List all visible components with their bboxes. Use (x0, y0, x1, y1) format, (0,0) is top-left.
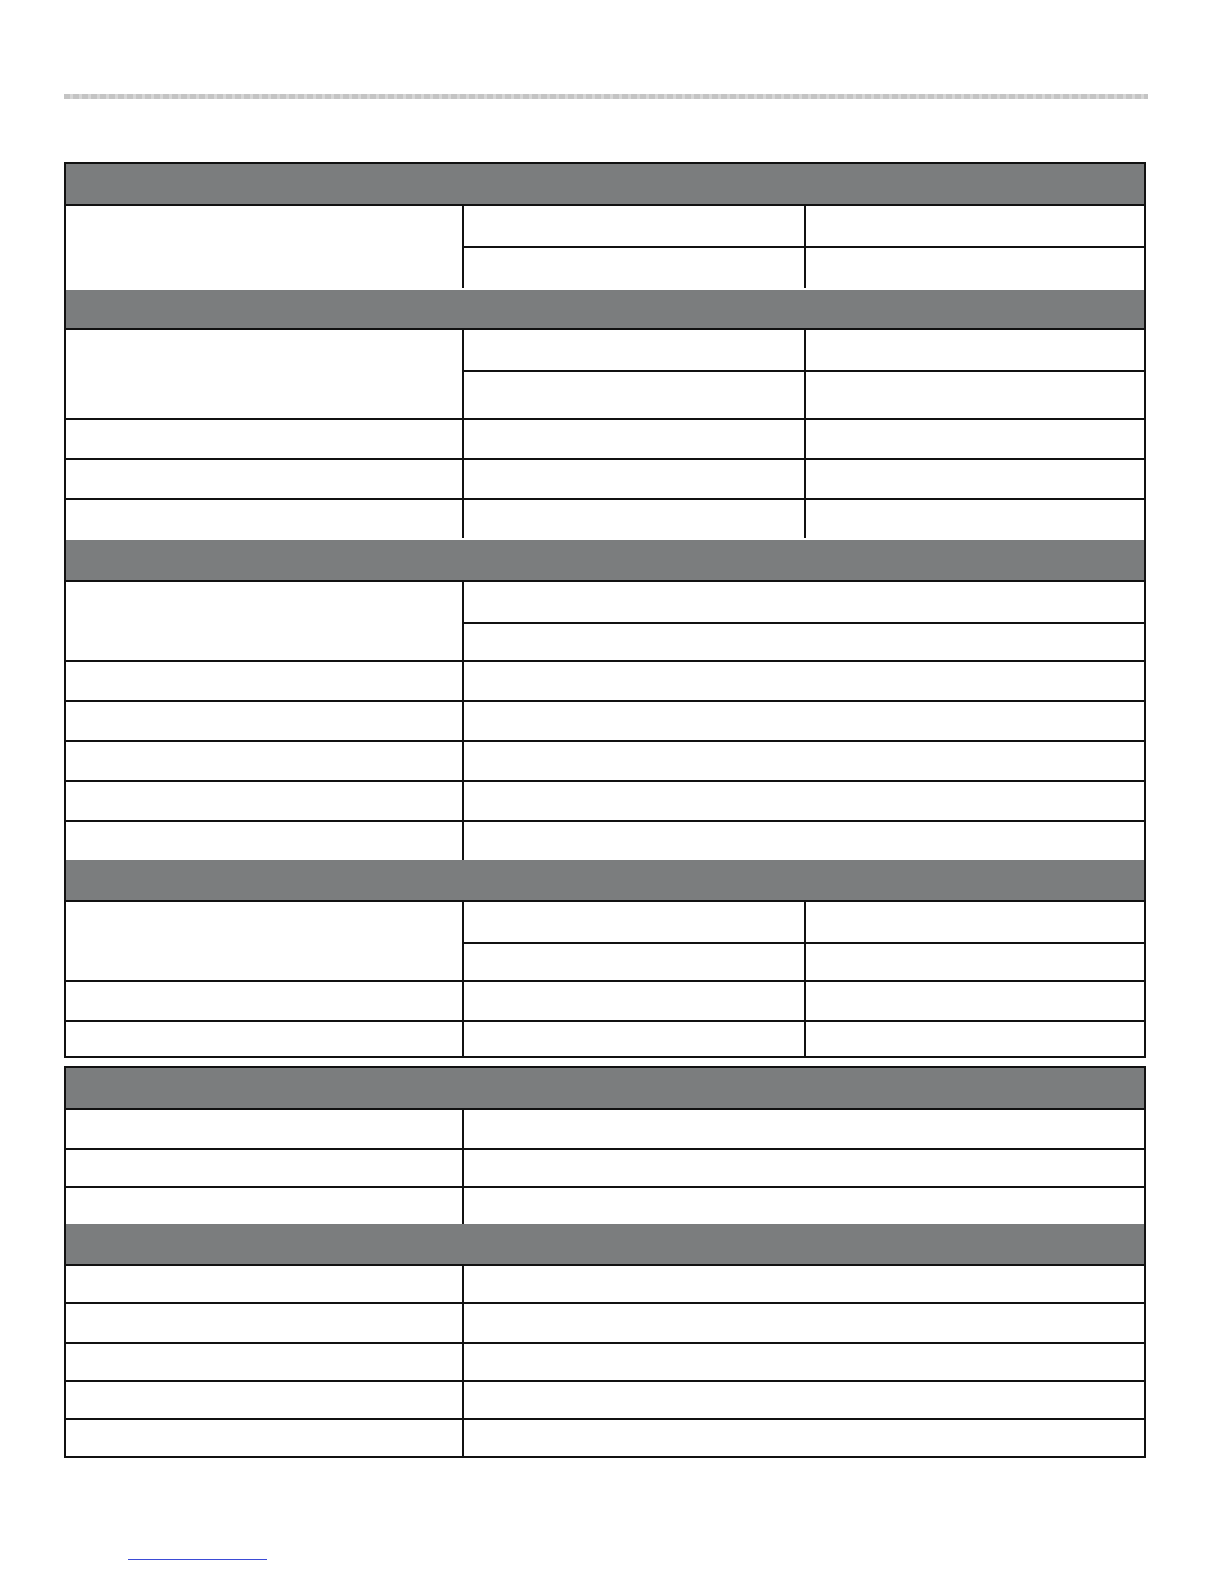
field-subcell[interactable] (464, 246, 804, 288)
field-label-cell (66, 782, 462, 820)
section-2-row-2 (66, 418, 1144, 458)
field-label-cell (66, 1304, 462, 1342)
section-header-2 (66, 290, 1144, 328)
section-5-row-2 (66, 1148, 1144, 1186)
field-value-cell[interactable] (804, 206, 1144, 288)
field-label-cell (66, 742, 462, 780)
section-2-row-4 (66, 498, 1144, 538)
field-label-cell (66, 702, 462, 740)
section-2-row-1 (66, 328, 1144, 418)
field-value-cell[interactable] (804, 1022, 1144, 1056)
field-value-cell[interactable] (804, 420, 1144, 458)
field-label-cell (66, 460, 462, 498)
field-label-cell (66, 1150, 462, 1186)
field-label-cell (66, 1266, 462, 1302)
section-3-row-6 (66, 820, 1144, 860)
field-value-cell[interactable] (462, 1304, 1144, 1342)
field-value-cell[interactable] (462, 702, 1144, 740)
field-value-cell[interactable] (804, 500, 1144, 538)
section-6-row-4 (66, 1380, 1144, 1418)
section-6-row-3 (66, 1342, 1144, 1380)
field-label-cell (66, 662, 462, 700)
section-header-4 (66, 860, 1144, 900)
field-value-cell[interactable] (462, 782, 1144, 820)
section-header-1 (66, 164, 1144, 204)
section-5-row-1 (66, 1108, 1144, 1148)
field-label-cell (66, 582, 462, 660)
field-subcell[interactable] (464, 370, 804, 418)
field-subcell[interactable] (464, 942, 804, 980)
field-subcell[interactable] (464, 582, 1144, 622)
field-subcell[interactable] (464, 902, 804, 942)
section-4-row-1 (66, 900, 1144, 980)
field-label-cell (66, 1022, 462, 1056)
section-6-row-2 (66, 1302, 1144, 1342)
section-3-row-3 (66, 700, 1144, 740)
field-value-cell[interactable] (462, 330, 804, 418)
field-label-cell (66, 1188, 462, 1224)
field-value-cell[interactable] (804, 460, 1144, 498)
field-subcell[interactable] (806, 902, 1144, 942)
field-label-cell (66, 330, 462, 418)
field-label-cell (66, 1110, 462, 1148)
field-value-cell[interactable] (462, 1022, 804, 1056)
field-label-cell (66, 206, 462, 288)
section-5-row-3 (66, 1186, 1144, 1224)
section-3-row-2 (66, 660, 1144, 700)
field-subcell[interactable] (806, 206, 1144, 246)
field-value-cell[interactable] (462, 460, 804, 498)
field-value-cell[interactable] (462, 420, 804, 458)
field-value-cell[interactable] (462, 1110, 1144, 1148)
field-value-cell[interactable] (462, 742, 1144, 780)
field-subcell[interactable] (464, 622, 1144, 660)
field-value-cell[interactable] (462, 582, 1144, 660)
section-6-row-5 (66, 1418, 1144, 1456)
section-2-row-3 (66, 458, 1144, 498)
section-3-row-5 (66, 780, 1144, 820)
field-subcell[interactable] (464, 330, 804, 370)
field-value-cell[interactable] (462, 1382, 1144, 1418)
field-value-cell[interactable] (462, 1266, 1144, 1302)
field-subcell[interactable] (464, 206, 804, 246)
field-value-cell[interactable] (462, 662, 1144, 700)
field-value-cell[interactable] (804, 330, 1144, 418)
section-6-row-1 (66, 1264, 1144, 1302)
field-subcell[interactable] (806, 330, 1144, 370)
field-subcell[interactable] (806, 246, 1144, 288)
field-value-cell[interactable] (804, 982, 1144, 1020)
form-table-1 (64, 162, 1146, 1058)
top-divider-rule (64, 94, 1148, 99)
field-value-cell[interactable] (462, 206, 804, 288)
link-underline[interactable] (128, 1559, 267, 1560)
field-label-cell (66, 500, 462, 538)
field-label-cell (66, 420, 462, 458)
field-value-cell[interactable] (462, 500, 804, 538)
field-value-cell[interactable] (462, 982, 804, 1020)
field-value-cell[interactable] (462, 1420, 1144, 1456)
section-header-5 (66, 1068, 1144, 1108)
field-value-cell[interactable] (462, 1188, 1144, 1224)
field-value-cell[interactable] (804, 902, 1144, 980)
field-label-cell (66, 982, 462, 1020)
field-label-cell (66, 1382, 462, 1418)
field-label-cell (66, 1420, 462, 1456)
section-header-6 (66, 1224, 1144, 1264)
section-4-row-3 (66, 1020, 1144, 1056)
field-subcell[interactable] (806, 942, 1144, 980)
form-table-2 (64, 1066, 1146, 1458)
field-value-cell[interactable] (462, 1344, 1144, 1380)
field-subcell[interactable] (806, 370, 1144, 418)
field-label-cell (66, 822, 462, 860)
section-4-row-2 (66, 980, 1144, 1020)
field-label-cell (66, 902, 462, 980)
section-1-row-1 (66, 204, 1144, 288)
field-value-cell[interactable] (462, 1150, 1144, 1186)
section-header-3 (66, 540, 1144, 580)
field-value-cell[interactable] (462, 822, 1144, 860)
section-3-row-1 (66, 580, 1144, 660)
field-label-cell (66, 1344, 462, 1380)
section-3-row-4 (66, 740, 1144, 780)
field-value-cell[interactable] (462, 902, 804, 980)
